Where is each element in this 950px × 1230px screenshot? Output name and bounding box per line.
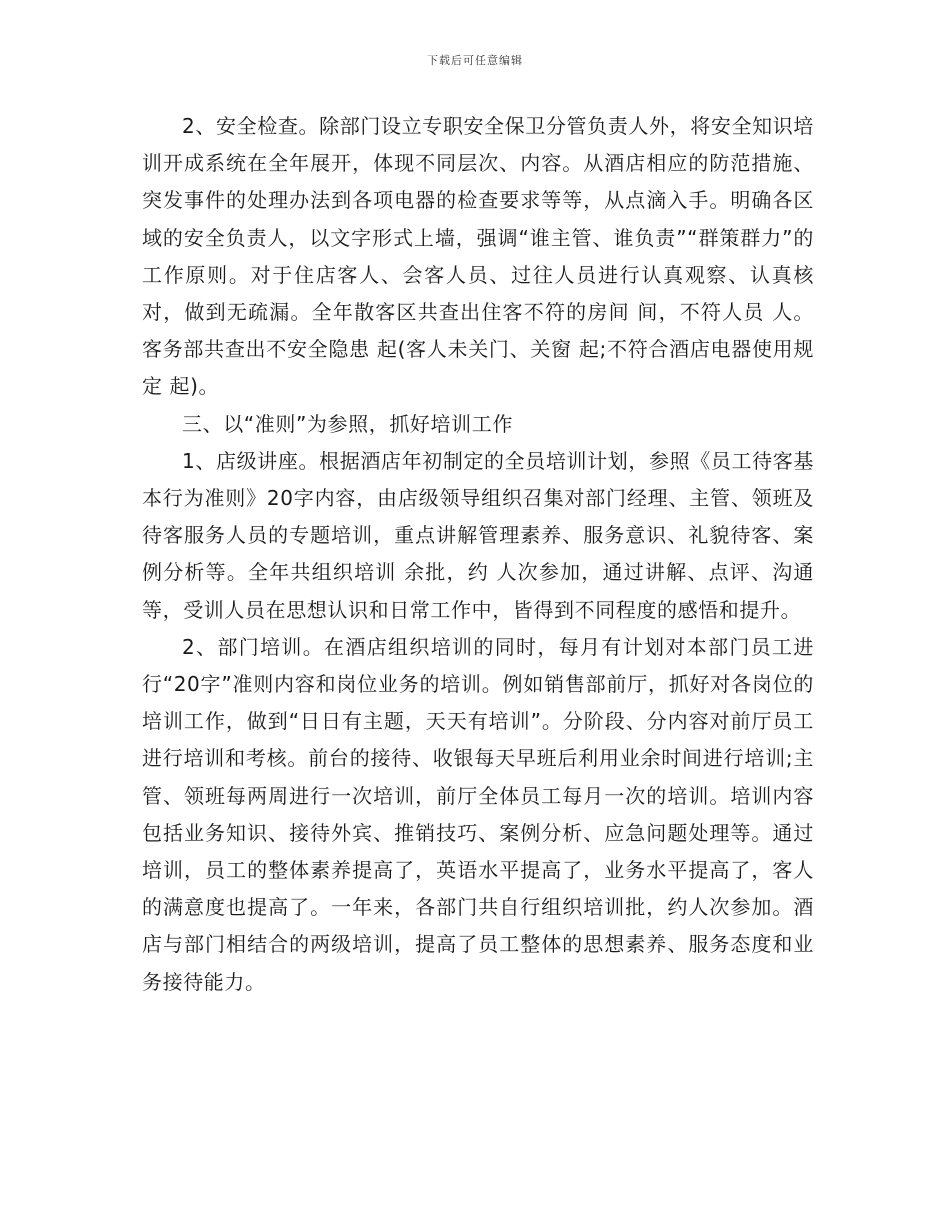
- document-body: [142, 108, 814, 1001]
- page-header: 下载后可任意编辑: [427, 54, 523, 67]
- paragraph-store-lectures: 1、店级讲座。根据酒店年初制定的全员培训计划，参照《员工待客基本行为准则》20字内容，由店级领导组织召集对部门经理、主管、领班及待客服务人员的专题培训，重点讲解管理素养、服务意识、礼貌待客、案例分析等。全年共组织培训 余批，约 人次参加，通过讲解、点评、沟通等，受训人员在思想认识和日常工作中，皆得到不同程度的感悟和提升。: [142, 448, 814, 622]
- paragraph-department-training: 2、部门培训。在酒店组织培训的同时，每月有计划对本部门员工进行“20字”准则内容和岗位业务的培训。例如销售部前厅，抓好对各岗位的培训工作，做到“日日有主题，天天有培训”。分阶段、分内容对前厅员工进行培训和考核。前台的接待、收银每天早班后利用业余时间进行培训;主管、领班每两周进行一次培训，前厅全体员工每月一次的培训。培训内容包括业务知识、接待外宾、推销技巧、案例分析、应急问题处理等。通过培训，员工的整体素养提高了，英语水平提高了，业务水平提高了，客人的满意度也提高了。一年来，各部门共自行组织培训批，约人次参加。酒店与部门相结合的两级培训，提高了员工整体的思想素养、服务态度和业务接待能力。: [142, 634, 814, 994]
- section-heading-training: 三、以“准则”为参照，抓好培训工作: [182, 411, 513, 436]
- paragraph-safety-inspection: 2、安全检查。除部门设立专职安全保卫分管负责人外，将安全知识培训开成系统在全年展开，体现不同层次、内容。从酒店相应的防范措施、突发事件的处理办法到各项电器的检查要求等等，从点滴入手。明确各区域的安全负责人，以文字形式上墙，强调“谁主管、谁负责”“群策群力”的工作原则。对于住店客人、会客人员、过往人员进行认真观察、认真核对，做到无疏漏。全年散客区共查出住客不符的房间 间，不符人员 人。客务部共查出不安全隐患 起(客人未关门、关窗 起;不符合酒店电器使用规定 起)。: [142, 114, 814, 399]
